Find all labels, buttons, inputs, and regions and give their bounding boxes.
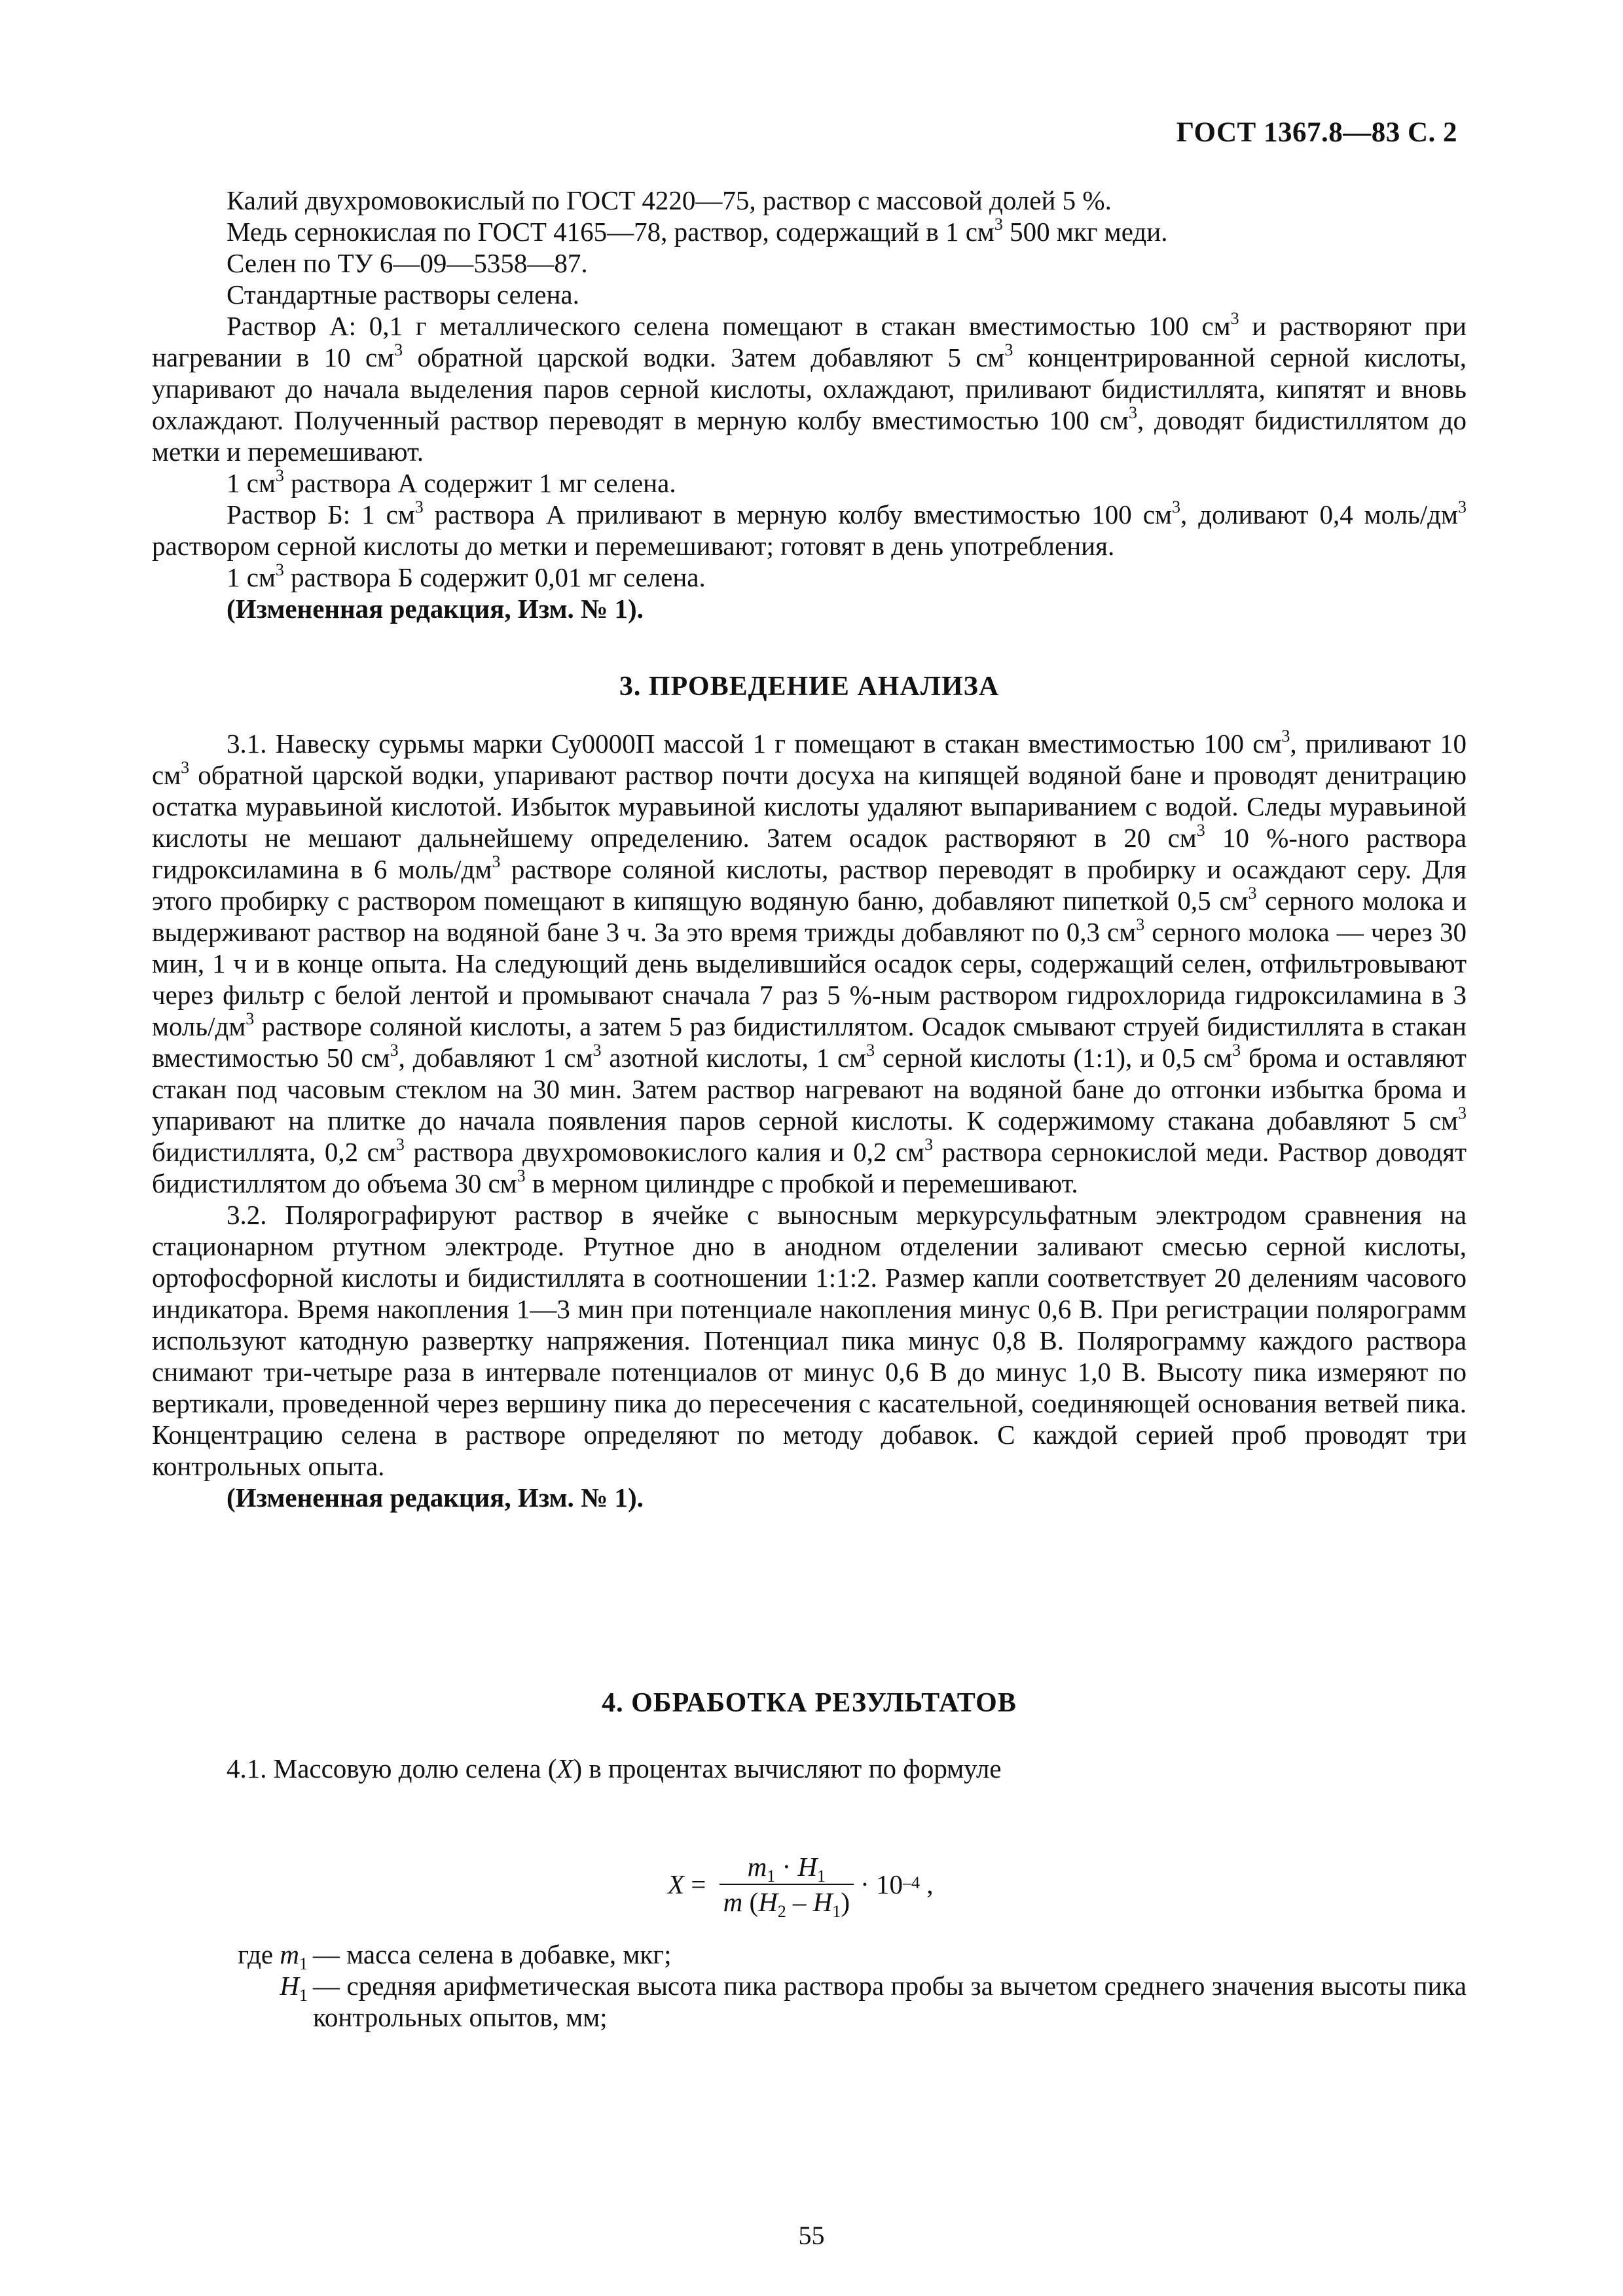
solution-a-content: 1 $см^3$ раствора А содержит 1 мг селена. [227, 466, 676, 498]
reagents-block [152, 185, 1467, 624]
page-header: ГОСТ 1367.8—83 С. 2 [1176, 117, 1457, 148]
paragraph-4-1-text: 4.1. Массовую долю селена (X) в процентах вычисляют по формуле [227, 1753, 1002, 1784]
solution-b-paragraph: Раствор Б: 1 $см^3$ раствора А приливают в мерную колбу вместимостью 100 $см^3$, доливают 0,4 моль/$дм^3$ раствором серной кислоты до метки и перемешивают; готовят в день употребления. [152, 497, 1467, 561]
reagent-line: Медь сернокислая по ГОСТ 4165—78, раствор, содержащий в 1 $см^3$ 500 мкг меди. [227, 215, 1168, 247]
selenium-formula: X = $\frac{m_1 \cdot H_1}{m (H_2 - H_1)}$ · 10 $^{-4}$ , [668, 1852, 934, 1922]
paragraph-3-1: 3.1. Навеску сурьмы марки Су0000П массой 1 г помещают в стакан вместимостью 100 $см^3$, приливают 10 $см^3$ обратной царской водки, упаривают раствор почти досуха на кипящей водяной бане и проводят денитрацию остатка муравьиной кислотой. Избыток муравьиной кислоты удаляют выпариванием с водой. Следы муравьиной кислоты не мешают дальнейшему определению. Затем осадок растворяют в 20 $см^3$ 10 %-ного раствора гидроксиламина в 6 моль/$дм^3$ растворе соляной кислоты, раствор переводят в пробирку и осаждают серу. Для этого пробирку с раствором помещают в кипящую водяную баню, добавляют пипеткой 0,5 $см^3$ серного молока и выдерживают раствор на водяной бане 3 ч. За это время трижды добавляют по 0,3 $см^3$ серного молока — через 30 мин, 1 ч и в конце опыта. На следующий день выделившийся осадок серы, содержащий селен, отфильтровывают через фильтр с белой лентой и промывают сначала 7 раз 5 %-ным раствором гидрохлорида гидроксиламина в 3 моль/$дм^3$ растворе соляной кислоты, а затем 5 раз бидистиллятом. Осадок смывают струей бидистиллята в стакан вместимостью 50 $см^3$, добавляют 1 $см^3$ азотной кислоты, 1 $см^3$ серной кислоты (1:1), и 0,5 $см^3$ брома и оставляют стакан под часовым стеклом на 30 мин. Затем раствор нагревают на водяной бане до отгонки избытка брома и упаривают на плитке до начала появления паров серной кислоты. К содержимому стакана добавляют 5 $см^3$ бидистиллята, 0,2 $см^3$ раствора двухромовокислого калия и 0,2 $см^3$ раствора сернокислой меди. Раствор доводят бидистиллятом до объема 30 $см^3$ в мерном цилиндре с пробкой и перемешивают. [152, 726, 1467, 1198]
solution-b-content: 1 $см^3$ раствора Б содержит 0,01 мг селена. [227, 560, 706, 592]
section-3-body [152, 728, 1467, 1513]
formula-numerator: $m_1 \cdot H_1$ [747, 1852, 826, 1886]
paragraph-3-2: 3.2. Полярографируют раствор в ячейке с выносным меркурсульфатным электродом сравнения на стационарном ртутном электроде. Ртутное дно в анодном отделении заливают смесью серной кислоты, ортофосфорной кислоты и бидистиллята в соотношении 1:1:2. Размер капли соответствует 20 делениям часового индикатора. Время накопления 1—3 мин при потенциале накопления минус 0,6 В. При регистрации полярограмм используют катодную развертку напряжения. Потенциал пика минус 0,8 В. Полярограмму каждого раствора снимают три-четыре раза в интервале потенциалов от минус 0,6 В до минус 1,0 В. Высоту пика измеряют по вертикали, проведенной через вершину пика до пересечения с касательной, соединяющей основания ветвей пика. Концентрацию селена в растворе определяют по методу добавок. С каждой серией проб проводят три контрольных опыта. [152, 1200, 1467, 1481]
page-number: 55 [798, 2221, 825, 2250]
reagent-line: Стандартные растворы селена. [227, 279, 579, 310]
legend-row-h1: $H_1$ — средняя арифметическая высота пика раствора пробы за вычетом среднего значения высоты пика контрольных опытов, мм; [280, 1971, 1467, 2032]
amendment-note: (Измененная редакция, Изм. № 1). [227, 1482, 644, 1513]
section-3-title: 3. ПРОВЕДЕНИЕ АНАЛИЗА [619, 672, 1000, 702]
formula-legend [190, 1939, 1467, 2033]
formula-denominator: m $(H_2 - H_1)$ [720, 1884, 854, 1918]
amendment-note: (Измененная редакция, Изм. № 1). [227, 594, 644, 624]
solution-a-paragraph: Раствор А: 0,1 г металлического селена помещают в стакан вместимостью 100 $см^3$ и растворяют при нагревании в 10 $см^3$ обратной царской водки. Затем добавляют 5 $см^3$ концентрированной серной кислоты, упаривают до начала выделения паров серной кислоты, охлаждают, приливают бидистиллята, кипятят и вновь охлаждают. Полученный раствор переводят в мерную колбу вместимостью 100 $см^3$, доводят бидистиллятом до метки и перемешивают. [152, 309, 1467, 467]
reagent-line: Калий двухромовокислый по ГОСТ 4220—75, раствор с массовой долей 5 %. [227, 185, 1112, 215]
reagent-line: Селен по ТУ 6—09—5358—87. [227, 248, 588, 278]
paragraph-4-1 [152, 1753, 1467, 1784]
section-4-title: 4. ОБРАБОТКА РЕЗУЛЬТАТОВ [602, 1688, 1017, 1718]
legend-row-m1: где $m_1$ — масса селена в добавке, мкг; [238, 1939, 672, 1974]
